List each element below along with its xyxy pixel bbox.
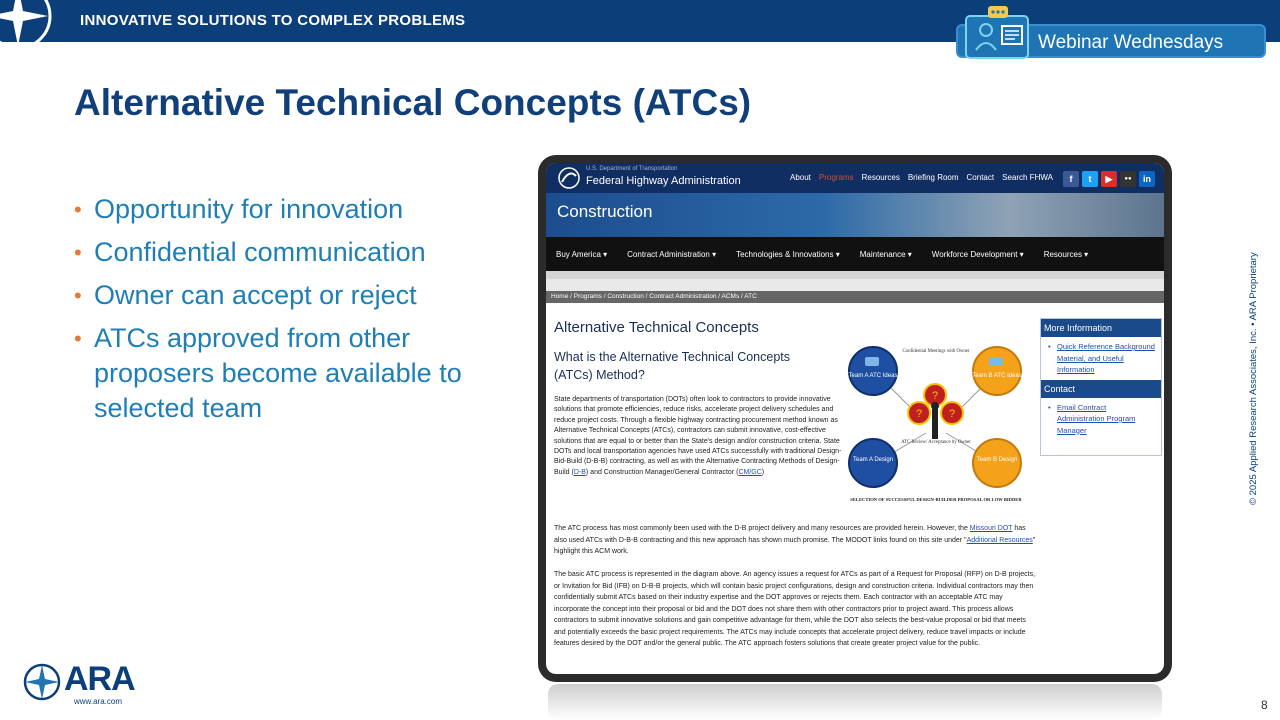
ara-compass-logo-icon bbox=[0, 0, 54, 52]
twitter-icon[interactable]: t bbox=[1082, 171, 1098, 187]
contact-title: Contact bbox=[1041, 380, 1161, 398]
copyright-notice: © 2025 Applied Research Associates, Inc. • ARA Proprietary bbox=[1248, 252, 1259, 505]
email-manager-link[interactable]: Email Contract Administration Program Manager bbox=[1057, 402, 1136, 435]
svg-text:?: ? bbox=[948, 408, 956, 420]
nav-briefing-room[interactable]: Briefing Room bbox=[907, 173, 959, 182]
tablet-frame bbox=[538, 155, 1172, 682]
ara-url: www.ara.com bbox=[74, 697, 123, 706]
bullet-dot-icon: • bbox=[74, 326, 82, 351]
menu-buy-america[interactable]: Buy America ▾ bbox=[556, 249, 608, 259]
agency-name[interactable]: Federal Highway Administration bbox=[586, 175, 741, 187]
confidential-meetings-label: Confidential Meetings with Owner bbox=[902, 349, 970, 354]
fhwa-menu-bar bbox=[546, 237, 1164, 271]
cmgc-link[interactable]: CM/GC bbox=[738, 468, 762, 476]
svg-text:?: ? bbox=[915, 408, 923, 420]
team-b-design-label: Team B Design bbox=[976, 457, 1018, 463]
divider bbox=[546, 279, 1164, 291]
additional-resources-link[interactable]: Additional Resources bbox=[966, 536, 1033, 544]
more-info-title: More Information bbox=[1041, 319, 1161, 337]
intro-paragraph: State departments of transportation (DOTs) often look to contractors to provide innovative solutions that promote efficiencies, reduce risks, accelerate project delivery schedules and reduce project costs. Through a flexible highway contracting procurement method known as Alternative Technical Concepts (ATCs), contractors can submit innovative, cost-effective solutions that are equal to or better than the State's design and/or construction criteria. State DOTs and local transportation agencies have used ATCs successfully with traditional Design-Bid-Build (D-B-B) contracting, as well as with the Alternative Contracting Methods of Design-Build (D-B) and Construction Manager/General Contractor (CM/GC) bbox=[554, 396, 842, 476]
bullet-item: • Opportunity for innovation bbox=[74, 192, 494, 227]
page-subheading: What is the Alternative Technical Concepts (ATCs) Method? bbox=[554, 350, 791, 382]
menu-technologies-innovations[interactable]: Technologies & Innovations ▾ bbox=[736, 249, 840, 259]
youtube-icon[interactable]: ▶ bbox=[1101, 171, 1117, 187]
bullet-dot-icon: • bbox=[74, 283, 82, 308]
fhwa-header bbox=[546, 163, 1164, 193]
social-links bbox=[1063, 171, 1155, 187]
flickr-icon[interactable]: ●● bbox=[1120, 171, 1136, 187]
ara-logo-icon bbox=[22, 662, 62, 702]
atc-review-label: ATC Review/ Acceptance by Owner bbox=[901, 440, 971, 445]
team-a-ideas-label: Team A ATC Ideas bbox=[848, 373, 898, 379]
menu-workforce-development[interactable]: Workforce Development ▾ bbox=[931, 249, 1024, 259]
bullet-item: • Owner can accept or reject bbox=[74, 278, 494, 313]
ara-logo-text: ARA bbox=[64, 660, 135, 698]
db-link[interactable]: D-B bbox=[573, 468, 586, 476]
section-title: Construction bbox=[557, 202, 653, 221]
bullet-item: • Confidential communication bbox=[74, 235, 494, 270]
bullet-list bbox=[74, 192, 494, 434]
fhwa-top-nav bbox=[790, 173, 1053, 182]
paragraph-missouri: The ATC process has most commonly been used with the D-B project delivery and many resources are provided herein. However, the Missouri DOT has also used ATCs with D-B-B contracting and this new approach has shown much promise. The MODOT links found on this site under "Additional Resources" highlight this ACM work. bbox=[554, 525, 1036, 555]
linkedin-icon[interactable]: in bbox=[1139, 171, 1155, 187]
nav-about[interactable]: About bbox=[790, 173, 811, 182]
tagline: INNOVATIVE SOLUTIONS TO COMPLEX PROBLEMS bbox=[80, 12, 466, 29]
slide-title: Alternative Technical Concepts (ATCs) bbox=[74, 82, 752, 123]
quick-reference-link[interactable]: Quick Reference Background Material, and Useful Information bbox=[1057, 342, 1155, 374]
webinar-presenter-icon bbox=[960, 4, 1034, 62]
selection-label: SELECTION OF SUCCESSFUL DESIGN-BUILDER PROPOSAL OR LOW BIDDER bbox=[850, 497, 1022, 502]
page-number: 8 bbox=[1261, 698, 1268, 712]
dot-logo-icon bbox=[558, 167, 580, 189]
nav-search[interactable]: Search FHWA bbox=[1002, 173, 1053, 182]
page-heading: Alternative Technical Concepts bbox=[554, 319, 759, 336]
breadcrumb[interactable]: Home / Programs / Construction / Contract Administration / ACMs / ATC bbox=[546, 291, 1164, 303]
nav-contact[interactable]: Contact bbox=[966, 173, 995, 182]
svg-text:?: ? bbox=[931, 390, 939, 402]
team-a-design-label: Team A Design bbox=[852, 457, 894, 463]
bullet-item: • ATCs approved from other proposers become available to selected team bbox=[74, 323, 462, 423]
menu-resources[interactable]: Resources ▾ bbox=[1043, 249, 1089, 259]
nav-resources[interactable]: Resources bbox=[861, 173, 900, 182]
menu-maintenance[interactable]: Maintenance ▾ bbox=[859, 249, 912, 259]
atc-process-diagram bbox=[846, 343, 1026, 513]
more-information-box: More Information • Quick Reference Background Material, and Useful Information Contact • Email Contract Administration Program Manager bbox=[1040, 318, 1162, 456]
frame-reflection bbox=[548, 684, 1162, 720]
team-b-ideas-label: Team B ATC Ideas bbox=[972, 373, 1022, 379]
paragraph-process: The basic ATC process is represented in the diagram above. An agency issues a request for ATCs as part of a Request for Proposal (RFP) on D-B projects, or Invitation for Bid (IFB) on D-B-B projects, which will contain basic project configurations, design and construction criteria. Individual contractors may then confidentially submit ATCs based on their industry expertise and the DOT approves or rejects them. Each contractor with an acceptable ATC may incorporate the concept into their proposal or bid and the DOT does not share them with other contractors prior to project award. This process allows contractors to submit innovative solutions and gain competitive advantage for them, while the DOT also selects the best-value proposal or bid that meets and potentially exceeds the basic project requirements. The ATCs may include concepts that accelerate project delivery, reduce travel impacts or include features desired by the DOT and/or the general public. The ATC approach fosters solutions that create greater project value for the public. bbox=[554, 571, 1036, 647]
section-banner bbox=[546, 193, 1164, 237]
divider bbox=[546, 271, 1164, 279]
facebook-icon[interactable]: f bbox=[1063, 171, 1079, 187]
fhwa-webpage bbox=[546, 163, 1164, 674]
bullet-dot-icon: • bbox=[74, 197, 82, 222]
webinar-label: Webinar Wednesdays bbox=[1038, 32, 1224, 53]
missouri-dot-link[interactable]: Missouri DOT bbox=[969, 525, 1013, 532]
agency-subtitle: U.S. Department of Transportation bbox=[586, 166, 678, 172]
menu-contract-administration[interactable]: Contract Administration ▾ bbox=[627, 249, 717, 259]
nav-programs[interactable]: Programs bbox=[818, 173, 854, 182]
bullet-dot-icon: • bbox=[74, 240, 82, 265]
